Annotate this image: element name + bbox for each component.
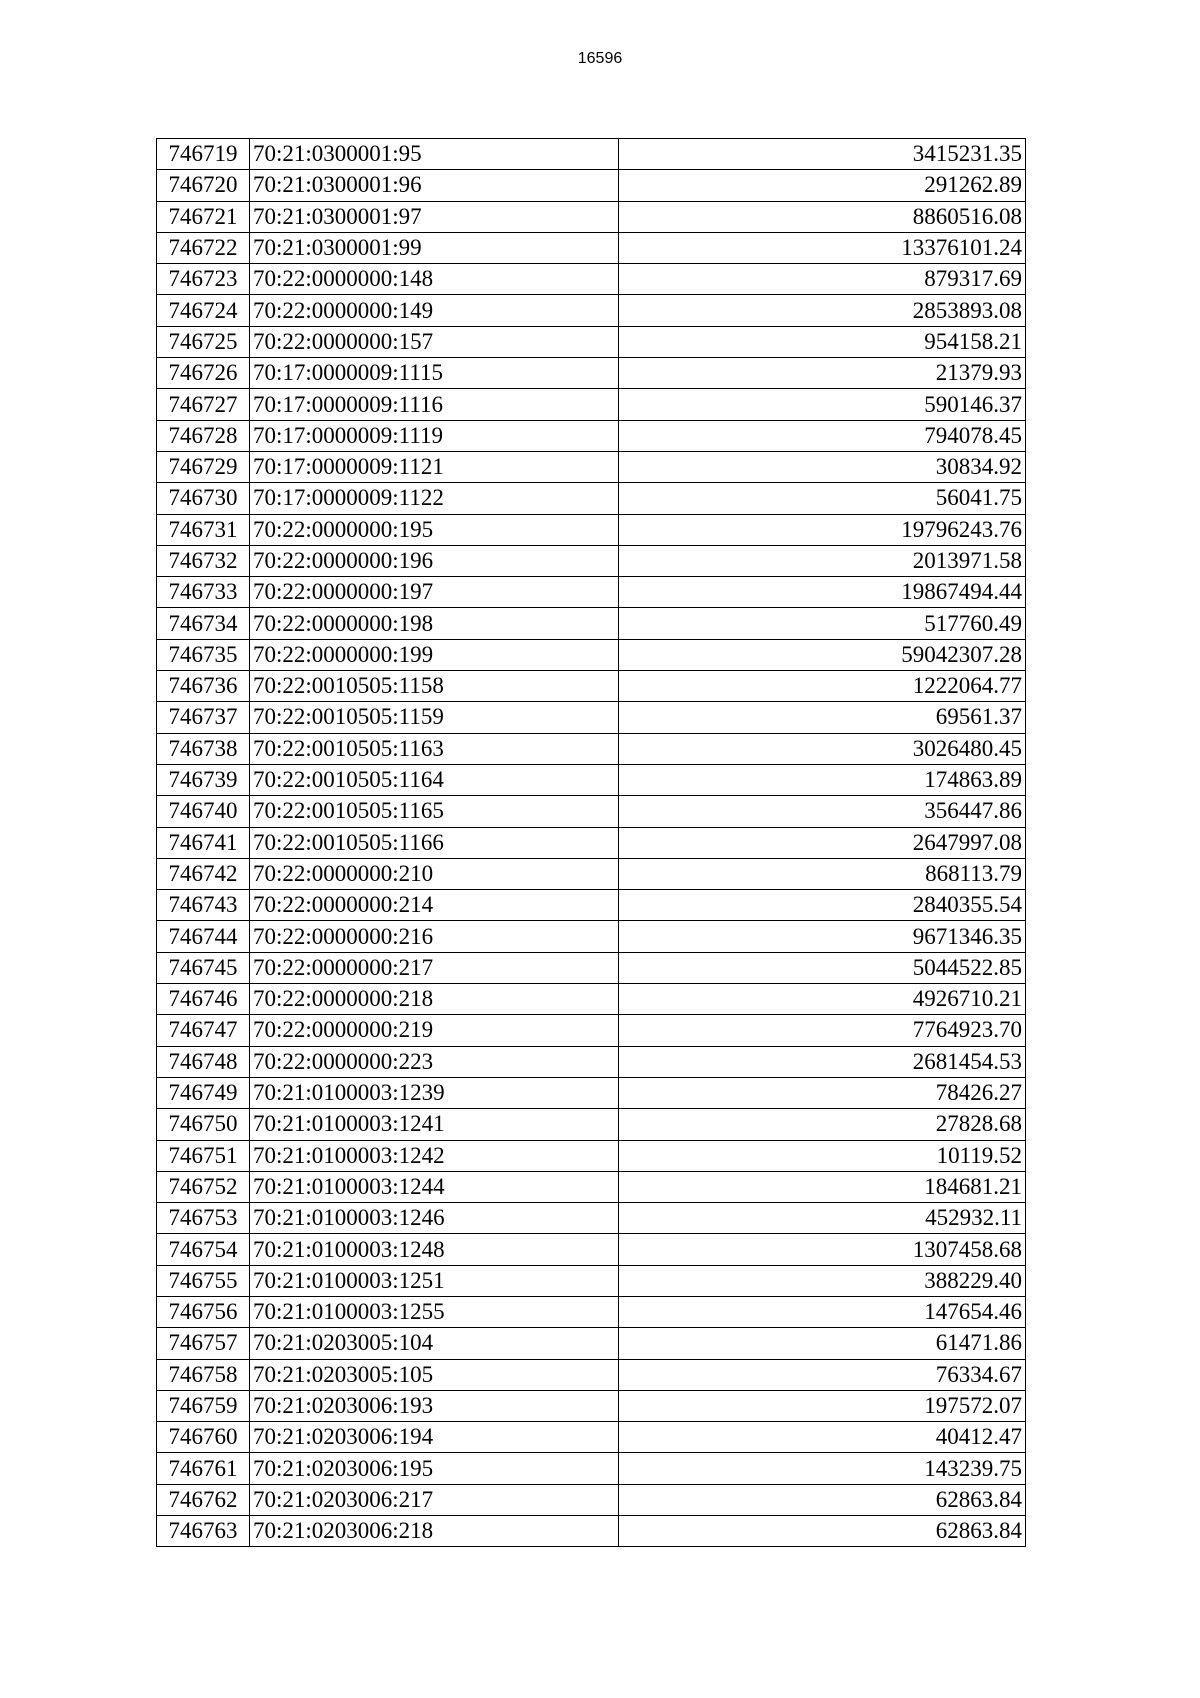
value-cell: 56041.75 bbox=[619, 483, 1026, 514]
cadastral-number-cell: 70:17:0000009:1115 bbox=[250, 358, 619, 389]
table-row bbox=[157, 1422, 1026, 1453]
row-number-cell: 746722 bbox=[157, 232, 250, 263]
table-row bbox=[157, 295, 1026, 326]
table-row bbox=[157, 733, 1026, 764]
cadastral-number-cell: 70:21:0100003:1246 bbox=[250, 1203, 619, 1234]
table-row bbox=[157, 890, 1026, 921]
cadastral-number-cell: 70:21:0300001:97 bbox=[250, 201, 619, 232]
table-row bbox=[157, 1390, 1026, 1421]
value-cell: 27828.68 bbox=[619, 1109, 1026, 1140]
value-cell: 5044522.85 bbox=[619, 952, 1026, 983]
cadastral-number-cell: 70:22:0000000:214 bbox=[250, 890, 619, 921]
table-row bbox=[157, 420, 1026, 451]
cadastral-number-cell: 70:21:0203005:104 bbox=[250, 1328, 619, 1359]
value-cell: 2647997.08 bbox=[619, 827, 1026, 858]
cadastral-number-cell: 70:22:0010505:1159 bbox=[250, 702, 619, 733]
row-number-cell: 746738 bbox=[157, 733, 250, 764]
page-number: 16596 bbox=[577, 50, 623, 67]
table-row bbox=[157, 514, 1026, 545]
table-row bbox=[157, 451, 1026, 482]
value-cell: 40412.47 bbox=[619, 1422, 1026, 1453]
cadastral-number-cell: 70:21:0203006:218 bbox=[250, 1516, 619, 1547]
table-row bbox=[157, 1077, 1026, 1108]
value-cell: 4926710.21 bbox=[619, 984, 1026, 1015]
cadastral-number-cell: 70:17:0000009:1121 bbox=[250, 451, 619, 482]
value-cell: 794078.45 bbox=[619, 420, 1026, 451]
table-row bbox=[157, 1359, 1026, 1390]
table-row bbox=[157, 671, 1026, 702]
value-cell: 30834.92 bbox=[619, 451, 1026, 482]
row-number-cell: 746758 bbox=[157, 1359, 250, 1390]
row-number-cell: 746723 bbox=[157, 264, 250, 295]
value-cell: 1307458.68 bbox=[619, 1234, 1026, 1265]
cadastral-number-cell: 70:22:0000000:217 bbox=[250, 952, 619, 983]
table-row bbox=[157, 1171, 1026, 1202]
row-number-cell: 746741 bbox=[157, 827, 250, 858]
table-row bbox=[157, 952, 1026, 983]
row-number-cell: 746739 bbox=[157, 764, 250, 795]
row-number-cell: 746761 bbox=[157, 1453, 250, 1484]
table-row bbox=[157, 1328, 1026, 1359]
table-row bbox=[157, 1484, 1026, 1515]
cadastral-number-cell: 70:22:0010505:1166 bbox=[250, 827, 619, 858]
value-cell: 954158.21 bbox=[619, 326, 1026, 357]
value-cell: 1222064.77 bbox=[619, 671, 1026, 702]
table-row bbox=[157, 796, 1026, 827]
cadastral-number-cell: 70:22:0010505:1163 bbox=[250, 733, 619, 764]
table-row bbox=[157, 201, 1026, 232]
cadastral-number-cell: 70:22:0000000:149 bbox=[250, 295, 619, 326]
row-number-cell: 746724 bbox=[157, 295, 250, 326]
row-number-cell: 746749 bbox=[157, 1077, 250, 1108]
cadastral-number-cell: 70:22:0010505:1164 bbox=[250, 764, 619, 795]
table-row bbox=[157, 577, 1026, 608]
cadastral-number-cell: 70:21:0203006:194 bbox=[250, 1422, 619, 1453]
value-cell: 868113.79 bbox=[619, 858, 1026, 889]
value-cell: 356447.86 bbox=[619, 796, 1026, 827]
row-number-cell: 746731 bbox=[157, 514, 250, 545]
value-cell: 517760.49 bbox=[619, 608, 1026, 639]
table-row bbox=[157, 827, 1026, 858]
row-number-cell: 746730 bbox=[157, 483, 250, 514]
table-row bbox=[157, 170, 1026, 201]
table-row bbox=[157, 764, 1026, 795]
table-row bbox=[157, 389, 1026, 420]
cadastral-number-cell: 70:21:0100003:1242 bbox=[250, 1140, 619, 1171]
cadastral-number-cell: 70:22:0000000:196 bbox=[250, 545, 619, 576]
value-cell: 2013971.58 bbox=[619, 545, 1026, 576]
row-number-cell: 746751 bbox=[157, 1140, 250, 1171]
table-row bbox=[157, 608, 1026, 639]
value-cell: 197572.07 bbox=[619, 1390, 1026, 1421]
value-cell: 2840355.54 bbox=[619, 890, 1026, 921]
value-cell: 59042307.28 bbox=[619, 639, 1026, 670]
cadastral-number-cell: 70:22:0000000:198 bbox=[250, 608, 619, 639]
value-cell: 590146.37 bbox=[619, 389, 1026, 420]
table-row bbox=[157, 984, 1026, 1015]
cadastral-number-cell: 70:21:0300001:95 bbox=[250, 139, 619, 170]
row-number-cell: 746733 bbox=[157, 577, 250, 608]
table-row bbox=[157, 921, 1026, 952]
cadastral-number-cell: 70:22:0000000:210 bbox=[250, 858, 619, 889]
row-number-cell: 746757 bbox=[157, 1328, 250, 1359]
value-cell: 9671346.35 bbox=[619, 921, 1026, 952]
table-row bbox=[157, 1234, 1026, 1265]
table-row bbox=[157, 639, 1026, 670]
table-row bbox=[157, 702, 1026, 733]
row-number-cell: 746746 bbox=[157, 984, 250, 1015]
value-cell: 7764923.70 bbox=[619, 1015, 1026, 1046]
value-cell: 13376101.24 bbox=[619, 232, 1026, 263]
table-row bbox=[157, 1140, 1026, 1171]
cadastral-number-cell: 70:21:0100003:1244 bbox=[250, 1171, 619, 1202]
value-cell: 19796243.76 bbox=[619, 514, 1026, 545]
cadastral-number-cell: 70:21:0300001:96 bbox=[250, 170, 619, 201]
table-row bbox=[157, 358, 1026, 389]
value-cell: 2853893.08 bbox=[619, 295, 1026, 326]
cadastral-number-cell: 70:17:0000009:1119 bbox=[250, 420, 619, 451]
cadastral-number-cell: 70:22:0000000:199 bbox=[250, 639, 619, 670]
value-cell: 76334.67 bbox=[619, 1359, 1026, 1390]
value-cell: 3415231.35 bbox=[619, 139, 1026, 170]
row-number-cell: 746740 bbox=[157, 796, 250, 827]
row-number-cell: 746748 bbox=[157, 1046, 250, 1077]
cadastral-number-cell: 70:21:0100003:1248 bbox=[250, 1234, 619, 1265]
cadastral-number-cell: 70:22:0000000:197 bbox=[250, 577, 619, 608]
cadastral-number-cell: 70:17:0000009:1116 bbox=[250, 389, 619, 420]
cadastral-number-cell: 70:22:0000000:216 bbox=[250, 921, 619, 952]
table-row bbox=[157, 139, 1026, 170]
row-number-cell: 746725 bbox=[157, 326, 250, 357]
cadastral-number-cell: 70:22:0010505:1165 bbox=[250, 796, 619, 827]
value-cell: 21379.93 bbox=[619, 358, 1026, 389]
row-number-cell: 746763 bbox=[157, 1516, 250, 1547]
row-number-cell: 746759 bbox=[157, 1390, 250, 1421]
table-row bbox=[157, 1296, 1026, 1327]
table-row bbox=[157, 1109, 1026, 1140]
value-cell: 147654.46 bbox=[619, 1296, 1026, 1327]
cadastral-number-cell: 70:21:0100003:1255 bbox=[250, 1296, 619, 1327]
row-number-cell: 746762 bbox=[157, 1484, 250, 1515]
table-row bbox=[157, 483, 1026, 514]
row-number-cell: 746732 bbox=[157, 545, 250, 576]
cadastral-number-cell: 70:17:0000009:1122 bbox=[250, 483, 619, 514]
row-number-cell: 746752 bbox=[157, 1171, 250, 1202]
value-cell: 78426.27 bbox=[619, 1077, 1026, 1108]
cadastral-number-cell: 70:22:0010505:1158 bbox=[250, 671, 619, 702]
value-cell: 3026480.45 bbox=[619, 733, 1026, 764]
row-number-cell: 746734 bbox=[157, 608, 250, 639]
cadastral-number-cell: 70:22:0000000:218 bbox=[250, 984, 619, 1015]
row-number-cell: 746754 bbox=[157, 1234, 250, 1265]
row-number-cell: 746743 bbox=[157, 890, 250, 921]
row-number-cell: 746744 bbox=[157, 921, 250, 952]
cadastral-number-cell: 70:22:0000000:195 bbox=[250, 514, 619, 545]
cadastral-number-cell: 70:21:0203006:195 bbox=[250, 1453, 619, 1484]
row-number-cell: 746721 bbox=[157, 201, 250, 232]
value-cell: 8860516.08 bbox=[619, 201, 1026, 232]
row-number-cell: 746760 bbox=[157, 1422, 250, 1453]
table-row bbox=[157, 1516, 1026, 1547]
row-number-cell: 746742 bbox=[157, 858, 250, 889]
row-number-cell: 746729 bbox=[157, 451, 250, 482]
registry-table bbox=[156, 138, 1026, 1547]
row-number-cell: 746736 bbox=[157, 671, 250, 702]
value-cell: 69561.37 bbox=[619, 702, 1026, 733]
row-number-cell: 746753 bbox=[157, 1203, 250, 1234]
cadastral-number-cell: 70:21:0100003:1239 bbox=[250, 1077, 619, 1108]
cadastral-number-cell: 70:22:0000000:148 bbox=[250, 264, 619, 295]
table-row bbox=[157, 326, 1026, 357]
value-cell: 10119.52 bbox=[619, 1140, 1026, 1171]
cadastral-number-cell: 70:22:0000000:157 bbox=[250, 326, 619, 357]
value-cell: 388229.40 bbox=[619, 1265, 1026, 1296]
registry-table-body bbox=[157, 139, 1026, 1547]
cadastral-number-cell: 70:21:0100003:1251 bbox=[250, 1265, 619, 1296]
row-number-cell: 746745 bbox=[157, 952, 250, 983]
value-cell: 879317.69 bbox=[619, 264, 1026, 295]
value-cell: 184681.21 bbox=[619, 1171, 1026, 1202]
value-cell: 2681454.53 bbox=[619, 1046, 1026, 1077]
row-number-cell: 746719 bbox=[157, 139, 250, 170]
table-row bbox=[157, 858, 1026, 889]
value-cell: 61471.86 bbox=[619, 1328, 1026, 1359]
value-cell: 452932.11 bbox=[619, 1203, 1026, 1234]
row-number-cell: 746750 bbox=[157, 1109, 250, 1140]
row-number-cell: 746728 bbox=[157, 420, 250, 451]
table-row bbox=[157, 264, 1026, 295]
table-row bbox=[157, 545, 1026, 576]
value-cell: 291262.89 bbox=[619, 170, 1026, 201]
value-cell: 62863.84 bbox=[619, 1516, 1026, 1547]
value-cell: 174863.89 bbox=[619, 764, 1026, 795]
cadastral-number-cell: 70:21:0203005:105 bbox=[250, 1359, 619, 1390]
table-row bbox=[157, 1015, 1026, 1046]
row-number-cell: 746726 bbox=[157, 358, 250, 389]
cadastral-number-cell: 70:22:0000000:223 bbox=[250, 1046, 619, 1077]
cadastral-number-cell: 70:22:0000000:219 bbox=[250, 1015, 619, 1046]
value-cell: 143239.75 bbox=[619, 1453, 1026, 1484]
table-row bbox=[157, 1046, 1026, 1077]
row-number-cell: 746737 bbox=[157, 702, 250, 733]
row-number-cell: 746735 bbox=[157, 639, 250, 670]
cadastral-number-cell: 70:21:0203006:217 bbox=[250, 1484, 619, 1515]
table-row bbox=[157, 1203, 1026, 1234]
cadastral-number-cell: 70:21:0203006:193 bbox=[250, 1390, 619, 1421]
cadastral-number-cell: 70:21:0300001:99 bbox=[250, 232, 619, 263]
value-cell: 19867494.44 bbox=[619, 577, 1026, 608]
row-number-cell: 746720 bbox=[157, 170, 250, 201]
row-number-cell: 746727 bbox=[157, 389, 250, 420]
table-row bbox=[157, 1453, 1026, 1484]
row-number-cell: 746755 bbox=[157, 1265, 250, 1296]
row-number-cell: 746747 bbox=[157, 1015, 250, 1046]
table-row bbox=[157, 232, 1026, 263]
row-number-cell: 746756 bbox=[157, 1296, 250, 1327]
cadastral-number-cell: 70:21:0100003:1241 bbox=[250, 1109, 619, 1140]
table-row bbox=[157, 1265, 1026, 1296]
value-cell: 62863.84 bbox=[619, 1484, 1026, 1515]
